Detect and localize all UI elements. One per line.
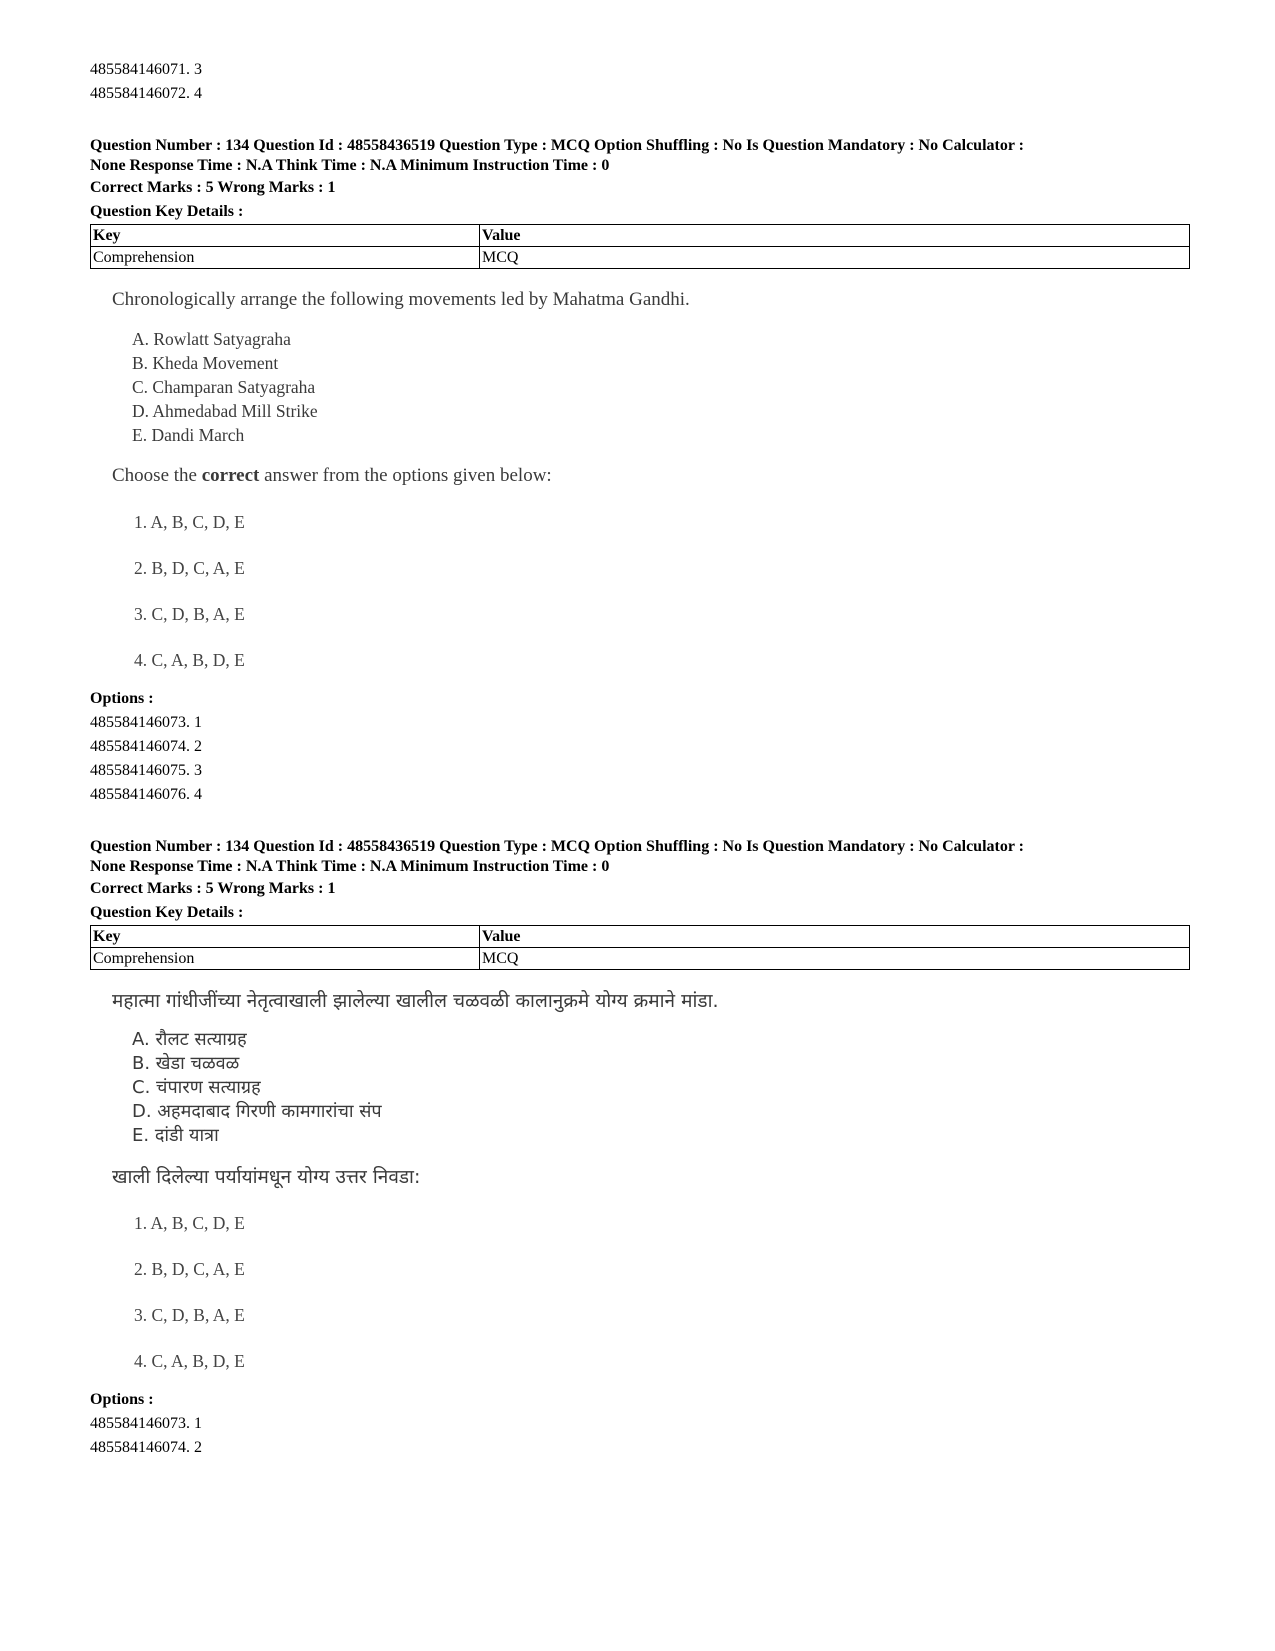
question-item: C. Champaran Satyagraha bbox=[132, 377, 316, 397]
question-item: B. खेडा चळवळ bbox=[132, 1053, 240, 1074]
question-section-english bbox=[90, 136, 1185, 807]
question-item: E. Dandi March bbox=[132, 425, 245, 445]
question-item: B. Kheda Movement bbox=[132, 353, 279, 373]
answer-choice: 1. A, B, C, D, E bbox=[134, 512, 245, 532]
option-line: 485584146076. 4 bbox=[90, 786, 202, 803]
answer-choice: 3. C, D, B, A, E bbox=[134, 1305, 245, 1325]
question-item: A. Rowlatt Satyagraha bbox=[132, 329, 291, 349]
answer-choice: 2. B, D, C, A, E bbox=[134, 558, 245, 578]
table-header-key: Key bbox=[91, 225, 480, 247]
marks-line: Correct Marks : 5 Wrong Marks : 1 bbox=[90, 880, 336, 897]
choose-instruction bbox=[112, 463, 1185, 489]
options-label: Options : bbox=[90, 690, 154, 707]
answer-choice: 4. C, A, B, D, E bbox=[134, 650, 245, 670]
question-meta bbox=[90, 136, 1185, 176]
table-header-value: Value bbox=[480, 225, 1190, 247]
question-item: A. रौलट सत्याग्रह bbox=[132, 1029, 247, 1050]
option-line: 485584146072. 4 bbox=[90, 85, 202, 102]
table-header-key: Key bbox=[91, 926, 480, 948]
question-item: D. Ahmedabad Mill Strike bbox=[132, 401, 318, 421]
question-items bbox=[132, 1028, 1185, 1148]
table-cell-key: Comprehension bbox=[91, 247, 480, 269]
choose-prefix: Choose the bbox=[112, 465, 202, 486]
table-row bbox=[91, 948, 1190, 970]
choose-suffix: answer from the options given below: bbox=[259, 465, 552, 486]
option-line: 485584146071. 3 bbox=[90, 61, 202, 78]
table-header-row bbox=[91, 926, 1190, 948]
table-cell-value: MCQ bbox=[480, 247, 1190, 269]
question-stem: महात्मा गांधीजींच्या नेतृत्वाखाली झालेल्या खालील चळवळी कालानुक्रमे योग्य क्रमाने मांडा. bbox=[112, 990, 719, 1012]
question-image bbox=[112, 287, 1185, 683]
question-section-marathi bbox=[90, 837, 1185, 1460]
table-cell-key: Comprehension bbox=[91, 948, 480, 970]
key-details-label: Question Key Details : bbox=[90, 203, 244, 220]
answer-choice: 3. C, D, B, A, E bbox=[134, 604, 245, 624]
previous-options bbox=[90, 58, 1185, 106]
option-line: 485584146073. 1 bbox=[90, 714, 202, 731]
marks-line: Correct Marks : 5 Wrong Marks : 1 bbox=[90, 179, 336, 196]
question-key-table bbox=[90, 224, 1190, 269]
table-header-row bbox=[91, 225, 1190, 247]
question-meta-line-1: Question Number : 134 Question Id : 48558436519 Question Type : MCQ Option Shuffling : No Is Question Mandatory : No Calculator : bbox=[90, 137, 1024, 154]
options-label: Options : bbox=[90, 1391, 154, 1408]
question-items bbox=[132, 327, 1185, 447]
option-line: 485584146074. 2 bbox=[90, 738, 202, 755]
option-line: 485584146073. 1 bbox=[90, 1415, 202, 1432]
option-line: 485584146074. 2 bbox=[90, 1439, 202, 1456]
answer-choice: 4. C, A, B, D, E bbox=[134, 1351, 245, 1371]
choose-instruction: खाली दिलेल्या पर्यायांमधून योग्य उत्तर निवडा: bbox=[112, 1166, 421, 1188]
key-details-label: Question Key Details : bbox=[90, 904, 244, 921]
options-list bbox=[90, 711, 1185, 807]
answer-choice: 2. B, D, C, A, E bbox=[134, 1259, 245, 1279]
answer-choice: 1. A, B, C, D, E bbox=[134, 1213, 245, 1233]
options-list bbox=[90, 1412, 1185, 1460]
option-line: 485584146075. 3 bbox=[90, 762, 202, 779]
question-key-table bbox=[90, 925, 1190, 970]
answer-choices bbox=[134, 1200, 1185, 1384]
answer-choices bbox=[134, 499, 1185, 683]
table-cell-value: MCQ bbox=[480, 948, 1190, 970]
document-page bbox=[90, 58, 1185, 1460]
question-meta-line-2: None Response Time : N.A Think Time : N.A Minimum Instruction Time : 0 bbox=[90, 157, 610, 174]
question-meta-line-2: None Response Time : N.A Think Time : N.A Minimum Instruction Time : 0 bbox=[90, 858, 610, 875]
question-meta bbox=[90, 837, 1185, 877]
question-item: C. चंपारण सत्याग्रह bbox=[132, 1077, 261, 1098]
question-item: D. अहमदाबाद गिरणी कामगारांचा संप bbox=[132, 1101, 382, 1122]
choose-bold-word: correct bbox=[201, 465, 260, 486]
table-header-value: Value bbox=[480, 926, 1190, 948]
question-image bbox=[112, 988, 1185, 1384]
question-item: E. दांडी यात्रा bbox=[132, 1125, 219, 1146]
table-row bbox=[91, 247, 1190, 269]
question-stem: Chronologically arrange the following movements led by Mahatma Gandhi. bbox=[112, 289, 690, 310]
question-meta-line-1: Question Number : 134 Question Id : 48558436519 Question Type : MCQ Option Shuffling : No Is Question Mandatory : No Calculator : bbox=[90, 838, 1024, 855]
